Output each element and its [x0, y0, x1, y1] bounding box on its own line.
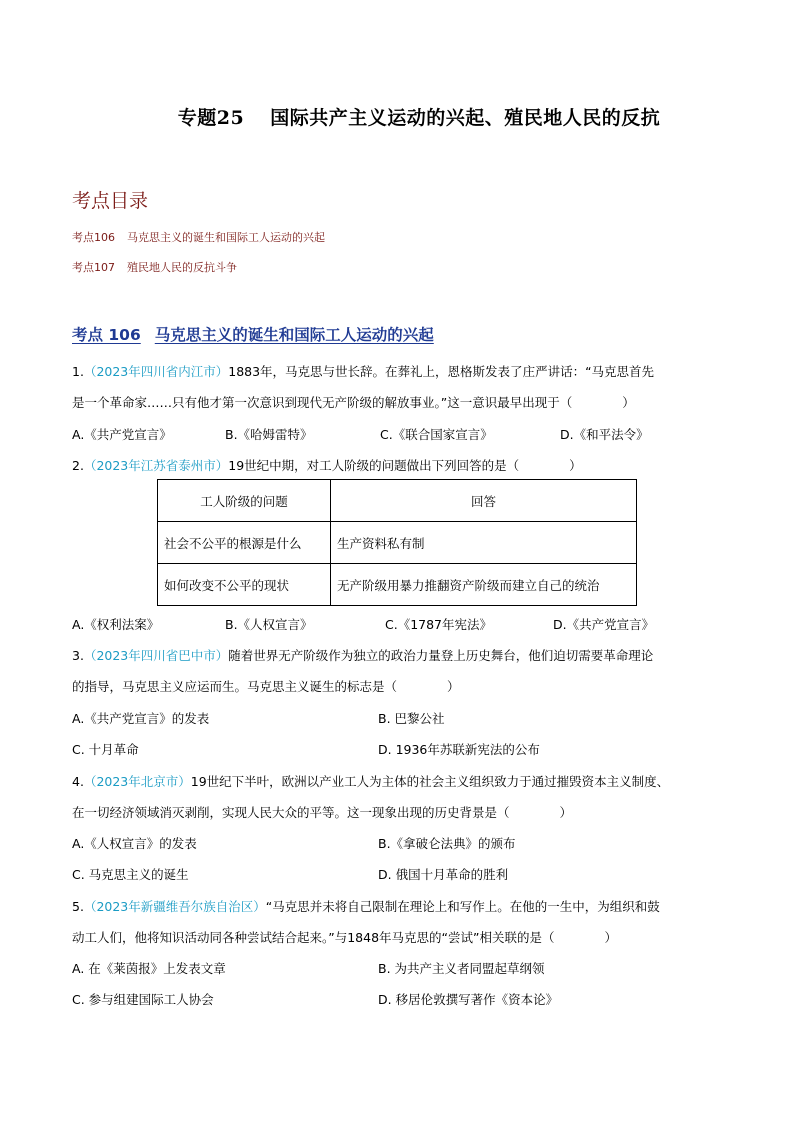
section-label: 马克思主义的诞生和国际工人运动的兴起	[154, 326, 434, 344]
question-number: 4.	[72, 774, 84, 789]
question-5-stem	[72, 897, 660, 915]
question-3-stem-cont: 的指导，马克思主义应运而生。马克思主义诞生的标志是（ ）	[72, 679, 460, 694]
question-3-option-b[interactable]: B. 巴黎公社	[378, 711, 445, 726]
question-2-table	[157, 479, 637, 606]
question-5-option-a[interactable]: A. 在《莱茵报》上发表文章	[72, 961, 226, 976]
question-3-option-c[interactable]: C. 十月革命	[72, 742, 139, 757]
question-2-option-c[interactable]: C.《1787年宪法》	[385, 617, 493, 632]
question-text: “马克思并未将自己限制在理论上和写作上。在他的一生中，为组织和鼓	[265, 899, 660, 914]
table-cell: 社会不公平的根源是什么	[158, 522, 331, 564]
toc-item[interactable]	[72, 229, 325, 245]
table-cell: 如何改变不公平的现状	[158, 564, 331, 606]
question-text: 19世纪下半叶，欧洲以产业工人为主体的社会主义组织致力于通过摧毁资本主义制度、	[190, 774, 670, 789]
question-1-option-c[interactable]: C.《联合国家宣言》	[380, 427, 493, 442]
table-header: 工人阶级的问题	[158, 480, 331, 522]
toc-item-code: 考点106	[72, 231, 115, 244]
question-text: 19世纪中期，对工人阶级的问题做出下列回答的是（ ）	[228, 458, 582, 473]
question-2-option-b[interactable]: B.《人权宣言》	[225, 617, 313, 632]
toc-item-code: 考点107	[72, 261, 115, 274]
question-text: 1883年，马克思与世长辞。在葬礼上，恩格斯发表了庄严讲话：“马克思首先	[228, 364, 655, 379]
section-heading	[72, 323, 434, 345]
question-1-option-b[interactable]: B.《哈姆雷特》	[225, 427, 313, 442]
question-5-option-d[interactable]: D. 移居伦敦撰写著作《资本论》	[378, 992, 559, 1007]
table-header-row	[158, 480, 637, 522]
question-source: （2023年北京市）	[83, 774, 191, 789]
question-3-option-a[interactable]: A.《共产党宣言》的发表	[72, 711, 210, 726]
toc-item-label: 马克思主义的诞生和国际工人运动的兴起	[127, 231, 325, 244]
toc-item-label: 殖民地人民的反抗斗争	[127, 261, 237, 274]
question-1-stem-cont: 是一个革命家……只有他才第一次意识到现代无产阶级的解放事业。”这一意识最早出现于（ ）	[72, 395, 635, 410]
question-source: （2023年江苏省泰州市）	[83, 458, 229, 473]
table-row	[158, 522, 637, 564]
question-number: 3.	[72, 648, 84, 663]
question-3-option-d[interactable]: D. 1936年苏联新宪法的公布	[378, 742, 540, 757]
page-title	[0, 103, 794, 130]
question-4-option-d[interactable]: D. 俄国十月革命的胜利	[378, 867, 509, 882]
question-2-option-d[interactable]: D.《共产党宣言》	[553, 617, 655, 632]
question-4-option-b[interactable]: B.《拿破仑法典》的颁布	[378, 836, 516, 851]
question-text: 随着世界无产阶级作为独立的政治力量登上历史舞台，他们迫切需要革命理论	[228, 648, 654, 663]
table-cell: 生产资料私有制	[331, 522, 637, 564]
question-4-stem-cont: 在一切经济领域消灭剥削，实现人民大众的平等。这一现象出现的历史背景是（ ）	[72, 805, 573, 820]
question-source: （2023年四川省巴中市）	[83, 648, 229, 663]
question-number: 1.	[72, 364, 84, 379]
question-1-option-d[interactable]: D.《和平法令》	[560, 427, 649, 442]
table-header: 回答	[331, 480, 637, 522]
table-cell: 无产阶级用暴力推翻资产阶级而建立自己的统治	[331, 564, 637, 606]
question-5-option-c[interactable]: C. 参与组建国际工人协会	[72, 992, 214, 1007]
topic-number: 专题25	[177, 107, 245, 129]
question-4-option-a[interactable]: A.《人权宣言》的发表	[72, 836, 197, 851]
question-5-stem-cont: 动工人们，他将知识活动同各种尝试结合起来。”与1848年马克思的“尝试”相关联的是（ ）	[72, 930, 617, 945]
question-number: 2.	[72, 458, 84, 473]
question-source: （2023年四川省内江市）	[83, 364, 229, 379]
question-source: （2023年新疆维吾尔族自治区）	[83, 899, 266, 914]
question-3-stem	[72, 646, 653, 664]
toc-item[interactable]	[72, 259, 237, 275]
question-2-stem	[72, 456, 582, 474]
question-2-option-a[interactable]: A.《权利法案》	[72, 617, 160, 632]
toc-heading: 考点目录	[72, 190, 149, 212]
section-code: 考点 106	[72, 326, 141, 344]
question-4-stem	[72, 772, 669, 790]
question-1-option-a[interactable]: A.《共产党宣言》	[72, 427, 172, 442]
question-5-option-b[interactable]: B. 为共产主义者同盟起草纲领	[378, 961, 545, 976]
question-1-stem	[72, 362, 654, 380]
question-number: 5.	[72, 899, 84, 914]
question-4-option-c[interactable]: C. 马克思主义的诞生	[72, 867, 189, 882]
table-row	[158, 564, 637, 606]
topic-title: 国际共产主义运动的兴起、殖民地人民的反抗	[270, 107, 661, 129]
